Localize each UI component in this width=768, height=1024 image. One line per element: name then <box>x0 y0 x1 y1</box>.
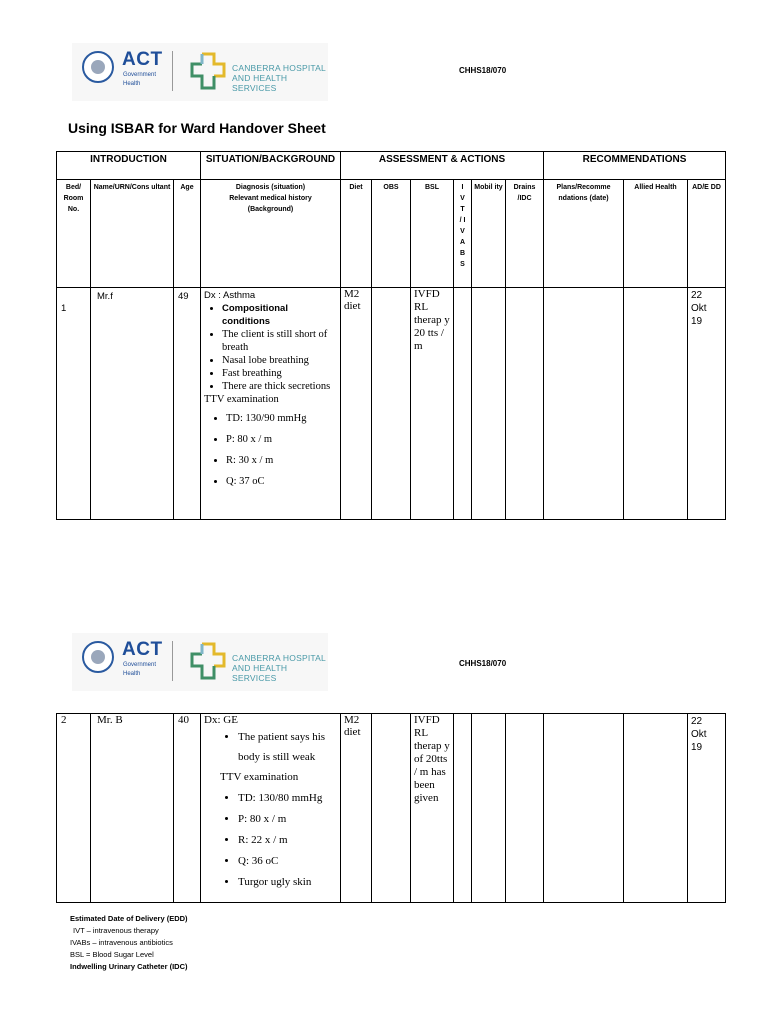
col-bsl: BSL <box>411 180 454 288</box>
act-logo-sub: Government <box>123 72 157 78</box>
row-bed: 1 <box>57 288 91 520</box>
row-diagnosis <box>201 288 341 520</box>
legend-item: BSL = Blood Sugar Level <box>70 950 154 959</box>
row-aded: 22 Okt 19 <box>688 714 726 903</box>
row-bed: 2 <box>57 714 91 903</box>
row-plans <box>544 714 624 903</box>
row-diagnosis <box>201 714 341 903</box>
dx-label: Dx: GE <box>204 714 238 726</box>
row-ivt <box>454 288 472 520</box>
abbreviation-legend <box>70 913 188 973</box>
form-code: CHHS18/070 <box>459 66 507 75</box>
list-item: • Q: 37 oC <box>226 471 337 492</box>
list-item: • Nasal lobe breathing <box>222 354 337 367</box>
header-logos <box>72 43 328 101</box>
row-plans <box>544 288 624 520</box>
logo-divider <box>172 641 173 681</box>
list-item: • Q: 36 oC <box>238 851 337 872</box>
row-age: 40 <box>174 714 201 903</box>
col-diagnosis: Diagnosis (situation) Relevant medical history (Background) <box>201 180 341 288</box>
dx-label: Dx : Asthma <box>204 290 256 301</box>
legend-item: IVABs – intravenous antibiotics <box>70 938 173 947</box>
col-drains: Drains /IDC <box>506 180 544 288</box>
legend-item: Indwelling Urinary Catheter (IDC) <box>70 962 188 971</box>
row-obs <box>372 714 411 903</box>
list-item: • TD: 130/90 mmHg <box>226 408 337 429</box>
col-obs: OBS <box>372 180 411 288</box>
row-ivt <box>454 714 472 903</box>
col-aded: AD/E DD <box>688 180 726 288</box>
logo-divider <box>172 51 173 91</box>
act-crest-icon <box>82 641 114 673</box>
page-title: Using ISBAR for Ward Handover Sheet <box>68 120 326 136</box>
row-drains <box>506 714 544 903</box>
row-diet: M2 diet <box>341 714 372 903</box>
form-code: CHHS18/070 <box>459 659 507 668</box>
row-age: 49 <box>174 288 201 520</box>
col-diet: Diet <box>341 180 372 288</box>
list-item: • The client is still short of breath <box>222 328 337 354</box>
row-allied <box>624 714 688 903</box>
handover-table-2 <box>56 713 726 903</box>
col-allied: Allied Health <box>624 180 688 288</box>
section-recommendations: RECOMMENDATIONS <box>544 152 726 180</box>
legend-item: IVT – intravenous therapy <box>73 926 159 935</box>
act-logo-health: Health <box>123 81 141 87</box>
col-bed: Bed/ Room No. <box>57 180 91 288</box>
col-mobility: Mobil ity <box>472 180 506 288</box>
row-diet: M2 diet <box>341 288 372 520</box>
act-logo-sub: Government <box>123 662 157 668</box>
row-bsl: IVFD RL therap y of 20tts / m has been given <box>411 714 454 903</box>
row-name: Mr. B <box>91 714 174 903</box>
hospital-name: CANBERRA HOSPITAL AND HEALTH SERVICES <box>232 653 326 683</box>
table-row <box>57 714 726 903</box>
list-item: • Compositional conditions <box>222 302 337 328</box>
list-item: • R: 30 x / m <box>226 450 337 471</box>
table-row <box>57 288 726 520</box>
ttv-label: TTV examination <box>220 771 299 783</box>
list-item: • P: 80 x / m <box>226 429 337 450</box>
col-plans: Plans/Recomme ndations (date) <box>544 180 624 288</box>
row-mobility <box>472 714 506 903</box>
header-logos-2 <box>72 633 328 691</box>
section-introduction: INTRODUCTION <box>57 152 201 180</box>
row-mobility <box>472 288 506 520</box>
section-assessment: ASSESSMENT & ACTIONS <box>341 152 544 180</box>
hospital-cross-icon <box>190 52 226 90</box>
list-item: • Fast breathing <box>222 367 337 380</box>
act-logo-text: ACT <box>122 49 163 70</box>
hospital-name: CANBERRA HOSPITAL AND HEALTH SERVICES <box>232 63 326 93</box>
col-name: Name/URN/Cons ultant <box>91 180 174 288</box>
row-aded: 22 Okt 19 <box>688 288 726 520</box>
act-logo-text: ACT <box>122 639 163 660</box>
legend-item: Estimated Date of Delivery (EDD) <box>70 914 188 923</box>
hospital-cross-icon <box>190 642 226 680</box>
list-item: • TD: 130/80 mmHg <box>238 788 337 809</box>
row-obs <box>372 288 411 520</box>
row-allied <box>624 288 688 520</box>
col-ivt: I V T / I V A B S <box>454 180 472 288</box>
ttv-label: TTV examination <box>204 394 279 405</box>
act-crest-icon <box>82 51 114 83</box>
act-logo-health: Health <box>123 671 141 677</box>
row-bsl: IVFD RL therap y 20 tts / m <box>411 288 454 520</box>
list-item: • The patient says his body is still weak <box>238 727 337 767</box>
list-item: • Turgor ugly skin <box>238 872 337 893</box>
list-item: • P: 80 x / m <box>238 809 337 830</box>
section-situation: SITUATION/BACKGROUND <box>201 152 341 180</box>
list-item: • R: 22 x / m <box>238 830 337 851</box>
handover-table-1 <box>56 151 726 520</box>
col-age: Age <box>174 180 201 288</box>
row-name: Mr.f <box>91 288 174 520</box>
row-drains <box>506 288 544 520</box>
list-item: • There are thick secretions <box>222 380 337 393</box>
